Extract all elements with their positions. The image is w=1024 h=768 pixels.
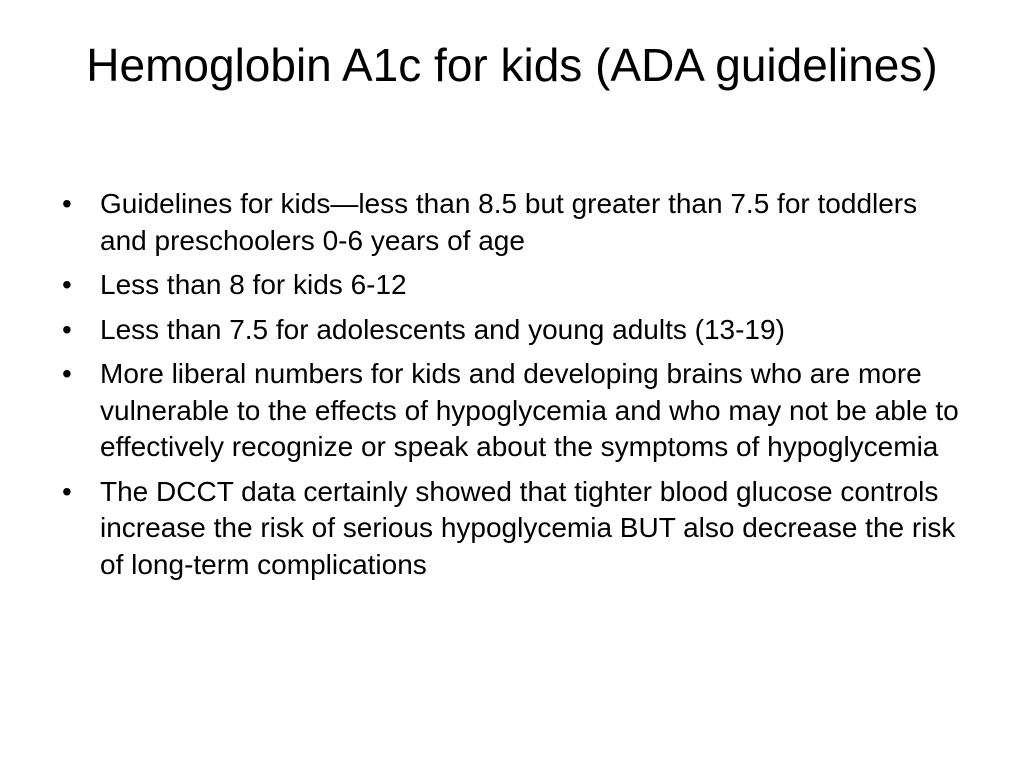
bullet-item	[62, 186, 962, 259]
bullet-dot-icon: •	[62, 358, 72, 389]
bullet-text: Guidelines for kids—less than 8.5 but greater than 7.5 for toddlers and preschoolers 0-6 years of age	[100, 188, 918, 256]
bullet-item	[62, 267, 962, 304]
bullet-item	[62, 312, 962, 349]
bullet-dot-icon: •	[62, 475, 72, 507]
bullet-text: Less than 7.5 for adolescents and young adults (13-19)	[100, 313, 785, 345]
bullet-text: More liberal numbers for kids and developing brains who are more vulnerable to the effects of hypoglycemia and who may not be able to effectively recognize or speak about the symptoms of hypoglycemia	[100, 358, 959, 462]
slide-title: Hemoglobin A1c for kids (ADA guidelines)	[86, 39, 938, 91]
bullet-text: Less than 8 for kids 6-12	[100, 269, 407, 300]
bullet-dot-icon: •	[62, 188, 72, 219]
bullet-list	[62, 186, 962, 591]
bullet-item	[62, 474, 962, 584]
bullet-dot-icon: •	[62, 269, 72, 300]
bullet-item	[62, 356, 962, 466]
bullet-text: The DCCT data certainly showed that tighter blood glucose controls increase the risk of serious hypoglycemia BUT also decrease the risk of long-term complications	[100, 475, 956, 580]
bullet-dot-icon: •	[62, 313, 72, 345]
